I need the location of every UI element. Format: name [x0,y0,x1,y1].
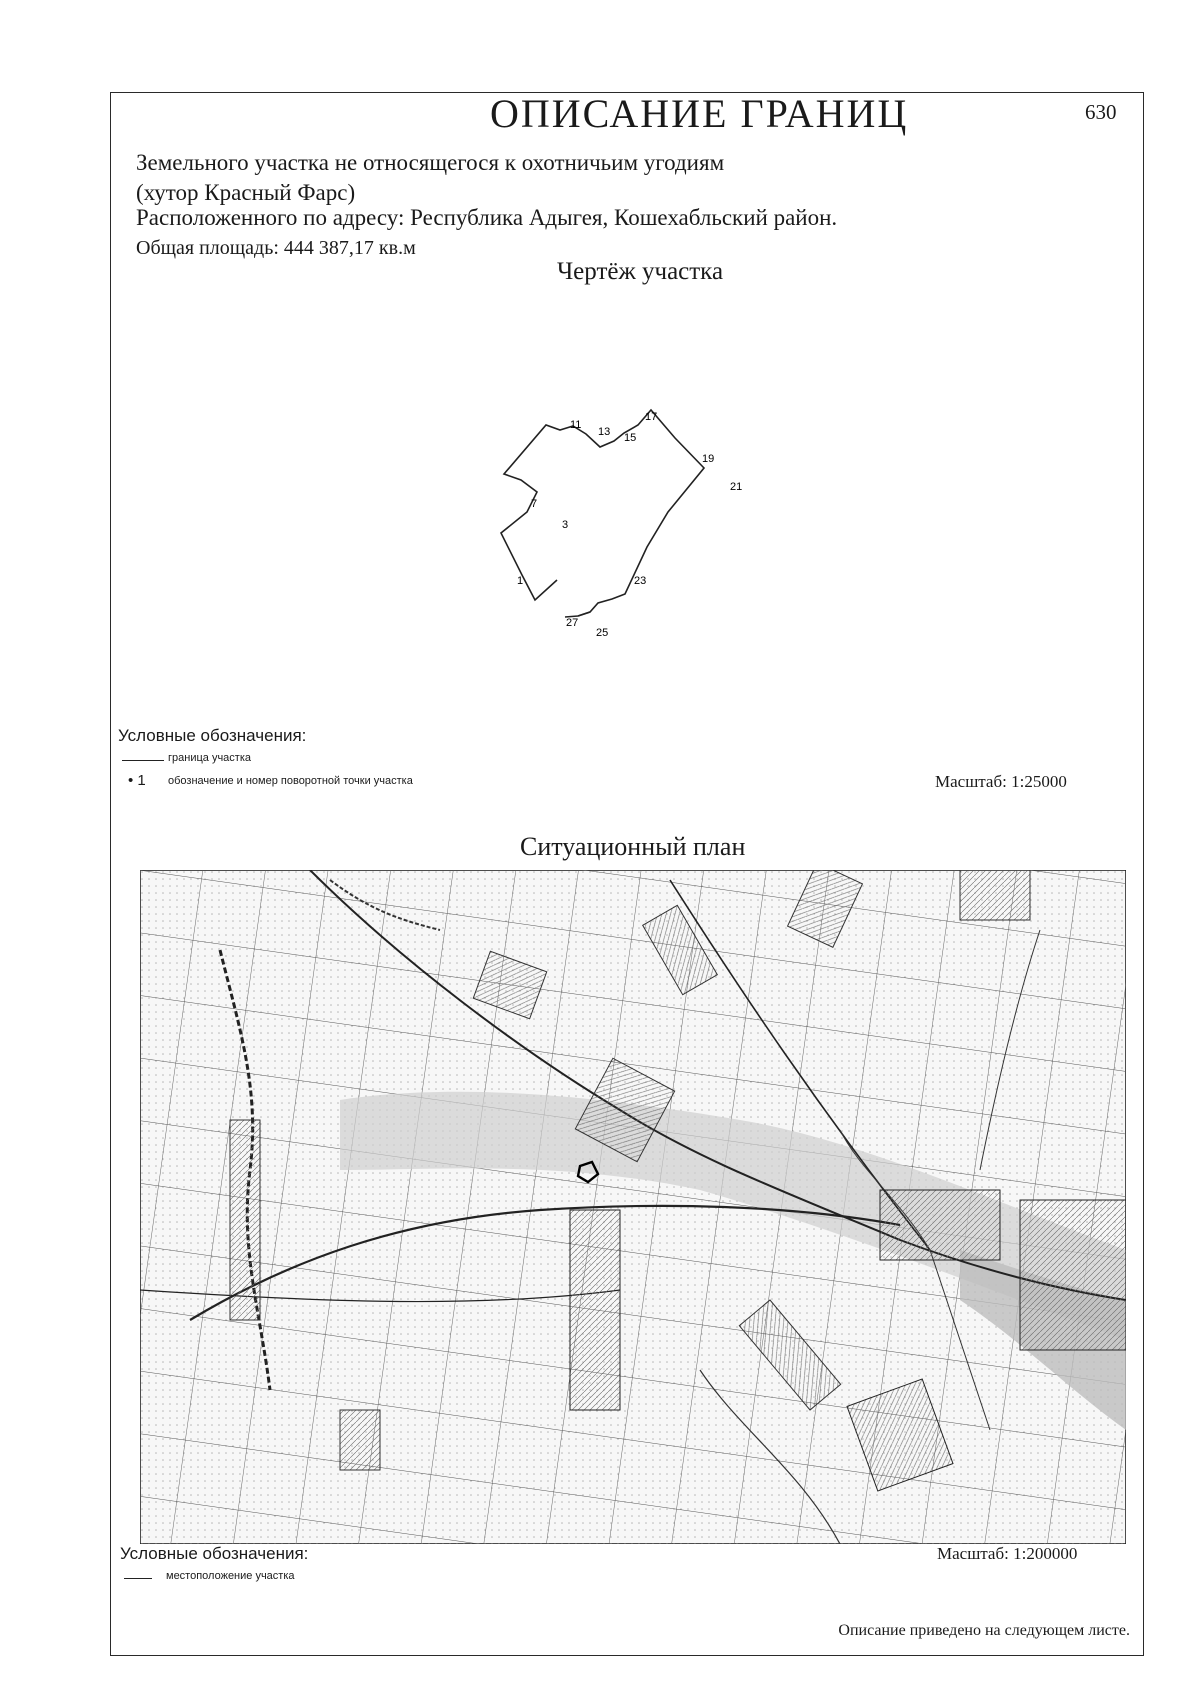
point-symbol: • 1 [128,772,146,789]
point-label-1: 1 [517,575,524,587]
point-label-11: 11 [570,419,582,431]
parcel-boundary-left [578,612,590,616]
boundary-line-symbol [122,760,164,761]
situation-legend-heading: Условные обозначения: [120,1544,309,1563]
parcel-area: Общая площадь: 444 387,17 кв.м [136,237,416,259]
point-label-7: 7 [531,498,538,510]
point-label-15: 15 [624,432,637,444]
location-legend-label: местоположение участка [166,1570,295,1582]
parcel-description: Земельного участка не относящегося к охотничьим угодиям [136,150,725,175]
point-label-21: 21 [730,481,743,493]
point-legend-label: обозначение и номер поворотной точки участка [168,775,413,787]
situation-plan-title: Ситуационный план [520,832,746,861]
point-label-19: 19 [702,453,715,465]
point-label-17: 17 [645,411,658,423]
situation-map [140,870,1126,1544]
situation-scale: Масштаб: 1:200000 [937,1544,1078,1563]
parcel-address: Расположенного по адресу: Республика Адыгея, Кошехабльский район. [136,205,838,230]
document-title: ОПИСАНИЕ ГРАНИЦ [490,91,909,136]
drawing-title: Чертёж участка [556,258,724,285]
point-label-13: 13 [598,426,611,438]
drawing-legend-heading: Условные обозначения: [118,726,307,745]
page-number: 630 [1085,100,1117,124]
parcel-drawing [0,0,1200,700]
boundary-legend-label: граница участка [168,752,251,764]
point-label-23: 23 [634,575,647,587]
footer-note: Описание приведено на следующем листе. [838,1622,1130,1639]
point-label-3: 3 [562,519,569,531]
drawing-scale: Масштаб: 1:25000 [935,772,1067,791]
location-line-symbol [124,1578,152,1579]
parcel-boundary [501,410,704,617]
point-label-27: 27 [566,617,579,629]
parcel-location-name: (хутор Красный Фарс) [136,180,356,205]
point-label-25: 25 [596,627,609,639]
